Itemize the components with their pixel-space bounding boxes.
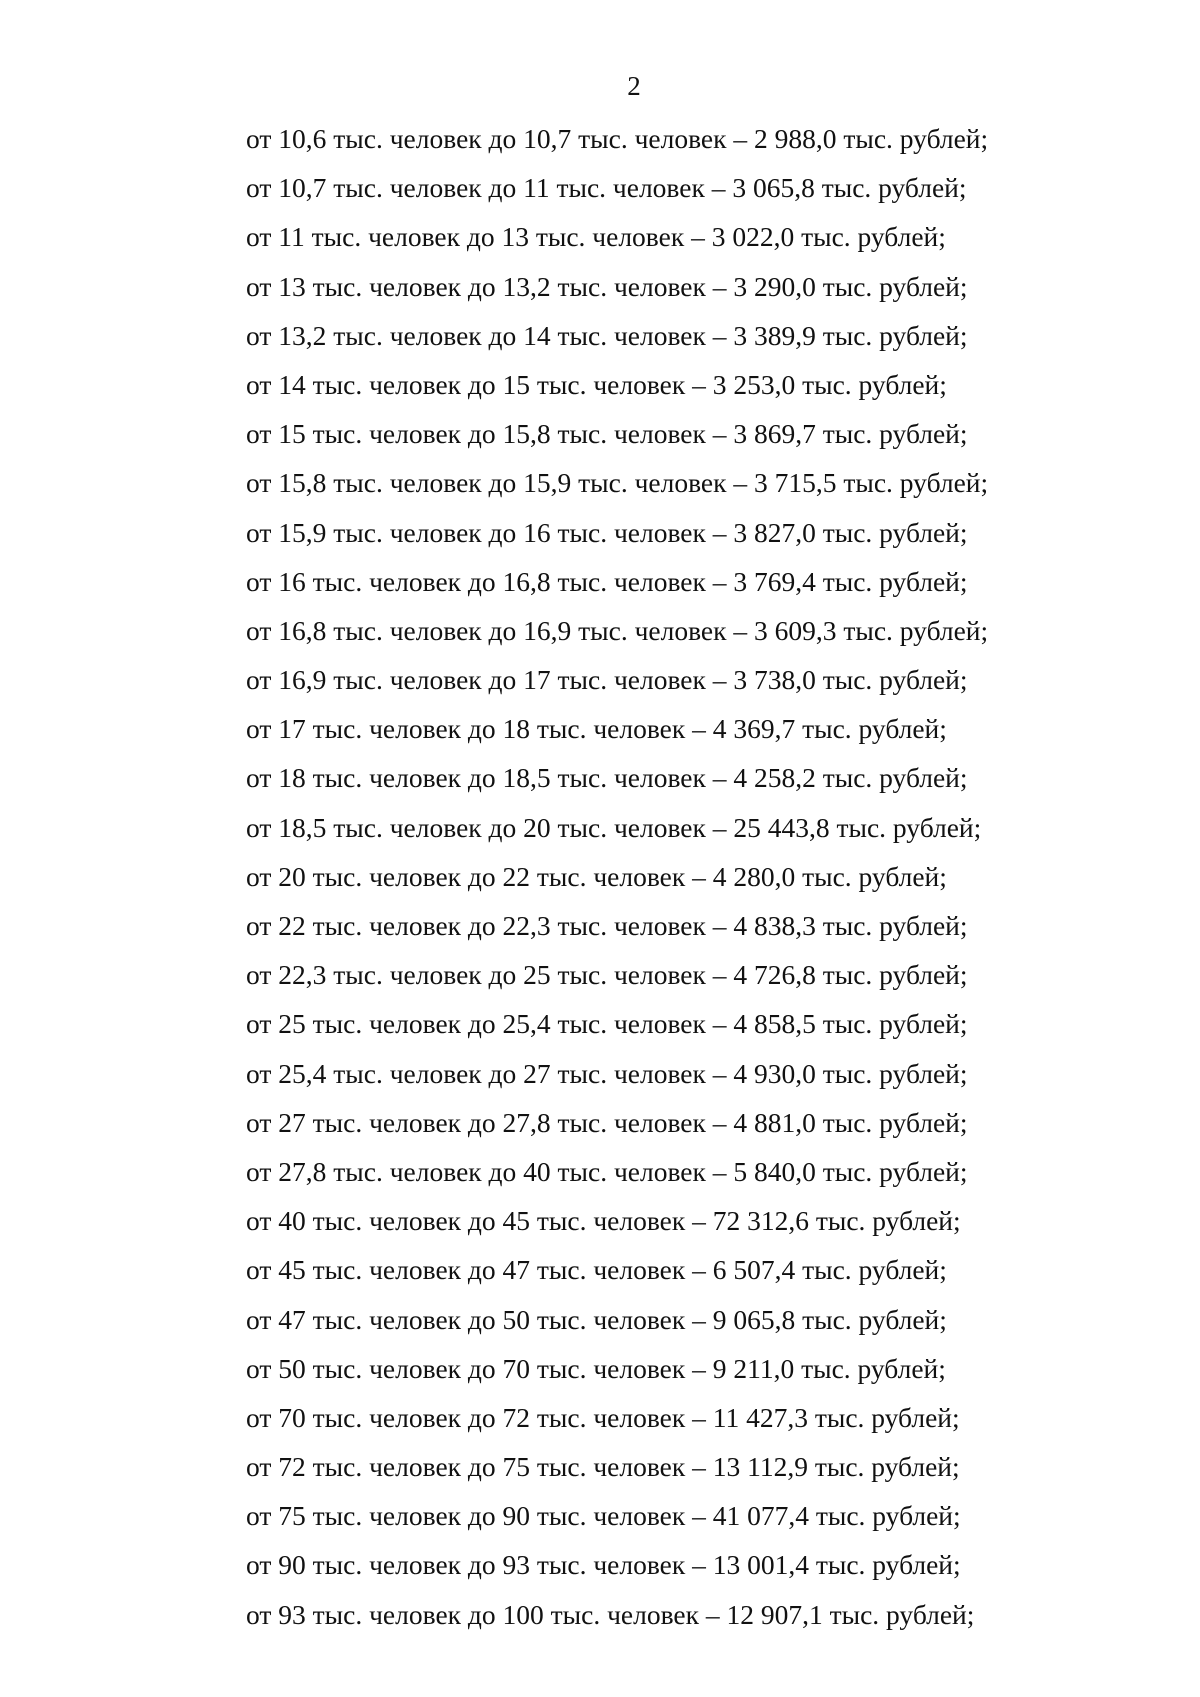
list-item: от 15 тыс. человек до 15,8 тыс. человек – 3 869,7 тыс. рублей;	[246, 418, 968, 450]
list-item: от 72 тыс. человек до 75 тыс. человек – 13 112,9 тыс. рублей;	[246, 1451, 960, 1483]
list-item: от 22,3 тыс. человек до 25 тыс. человек – 4 726,8 тыс. рублей;	[246, 959, 968, 991]
list-item: от 10,7 тыс. человек до 11 тыс. человек – 3 065,8 тыс. рублей;	[246, 172, 967, 204]
list-item: от 20 тыс. человек до 22 тыс. человек – 4 280,0 тыс. рублей;	[246, 860, 947, 892]
allocation-list	[246, 114, 988, 1639]
list-item: от 14 тыс. человек до 15 тыс. человек – 3 253,0 тыс. рублей;	[246, 368, 947, 400]
list-item: от 15,8 тыс. человек до 15,9 тыс. человек – 3 715,5 тыс. рублей;	[246, 467, 989, 499]
list-item: от 25,4 тыс. человек до 27 тыс. человек – 4 930,0 тыс. рублей;	[246, 1057, 968, 1089]
list-item: от 13,2 тыс. человек до 14 тыс. человек – 3 389,9 тыс. рублей;	[246, 319, 968, 351]
list-item: от 10,6 тыс. человек до 10,7 тыс. человек – 2 988,0 тыс. рублей;	[246, 123, 989, 154]
list-item: от 90 тыс. человек до 93 тыс. человек – 13 001,4 тыс. рублей;	[246, 1549, 961, 1581]
list-item: от 16,9 тыс. человек до 17 тыс. человек – 3 738,0 тыс. рублей;	[246, 664, 968, 696]
list-item: от 93 тыс. человек до 100 тыс. человек – 12 907,1 тыс. рублей;	[246, 1598, 975, 1630]
list-item: от 18 тыс. человек до 18,5 тыс. человек – 4 258,2 тыс. рублей;	[246, 762, 968, 794]
list-item: от 18,5 тыс. человек до 20 тыс. человек – 25 443,8 тыс. рублей;	[246, 811, 982, 843]
list-item: от 16 тыс. человек до 16,8 тыс. человек – 3 769,4 тыс. рублей;	[246, 565, 968, 597]
list-item: от 16,8 тыс. человек до 16,9 тыс. человек – 3 609,3 тыс. рублей;	[246, 614, 989, 646]
list-item: от 70 тыс. человек до 72 тыс. человек – 11 427,3 тыс. рублей;	[246, 1401, 960, 1433]
list-item: от 13 тыс. человек до 13,2 тыс. человек – 3 290,0 тыс. рублей;	[246, 270, 968, 302]
list-item: от 15,9 тыс. человек до 16 тыс. человек – 3 827,0 тыс. рублей;	[246, 516, 968, 548]
list-item: от 27,8 тыс. человек до 40 тыс. человек – 5 840,0 тыс. рублей;	[246, 1155, 968, 1187]
list-item: от 25 тыс. человек до 25,4 тыс. человек – 4 858,5 тыс. рублей;	[246, 1008, 968, 1040]
list-item: от 50 тыс. человек до 70 тыс. человек – 9 211,0 тыс. рублей;	[246, 1352, 946, 1384]
list-item: от 11 тыс. человек до 13 тыс. человек – 3 022,0 тыс. рублей;	[246, 221, 946, 253]
page-number: 2	[627, 71, 641, 101]
list-item: от 22 тыс. человек до 22,3 тыс. человек – 4 838,3 тыс. рублей;	[246, 910, 968, 941]
list-item: от 47 тыс. человек до 50 тыс. человек – 9 065,8 тыс. рублей;	[246, 1303, 947, 1335]
list-item: от 45 тыс. человек до 47 тыс. человек – 6 507,4 тыс. рублей;	[246, 1254, 947, 1286]
list-item: от 17 тыс. человек до 18 тыс. человек – 4 369,7 тыс. рублей;	[246, 713, 947, 745]
list-item: от 40 тыс. человек до 45 тыс. человек – 72 312,6 тыс. рублей;	[246, 1205, 961, 1237]
list-item: от 27 тыс. человек до 27,8 тыс. человек – 4 881,0 тыс. рублей;	[246, 1106, 968, 1138]
list-item: от 75 тыс. человек до 90 тыс. человек – 41 077,4 тыс. рублей;	[246, 1500, 961, 1532]
